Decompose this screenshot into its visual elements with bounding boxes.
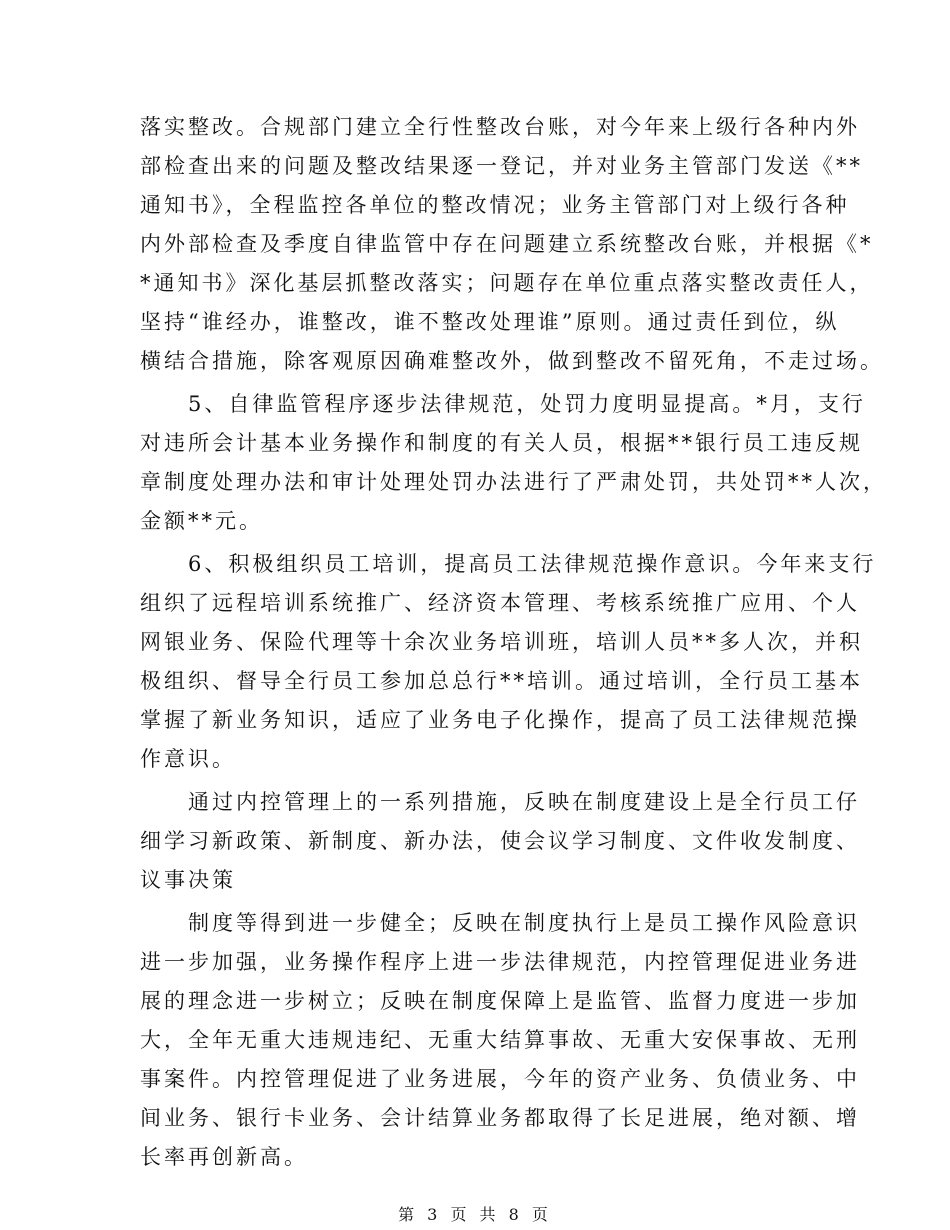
- text-line: 对违所会计基本业务操作和制度的有关人员，根据**银行员工违反规: [140, 431, 863, 455]
- paragraph-first-line: 5、自律监管程序逐步法律规范，处罚力度明显提高。*月，支行: [188, 392, 866, 416]
- text-line: 间业务、银行卡业务、会计结算业务都取得了长足进展，绝对额、增: [140, 1106, 860, 1130]
- text-line: 事案件。内控管理促进了业务进展，今年的资产业务、负债业务、中: [140, 1067, 860, 1091]
- text-line: 议事决策: [140, 868, 236, 892]
- text-line: 掌握了新业务知识，适应了业务电子化操作，提高了员工法律规范操: [140, 708, 860, 732]
- text-line: 金额**元。: [140, 509, 263, 533]
- text-line: 展的理念进一步树立；反映在制度保障上是监管、监督力度进一步加: [140, 989, 860, 1013]
- text-line: 横结合措施，除客观原因确难整改外，做到整改不留死角，不走过场。: [140, 349, 884, 373]
- paragraph-first-line: 通过内控管理上的一系列措施，反映在制度建设上是全行员工仔: [188, 790, 860, 814]
- paragraph-first-line: 6、积极组织员工培训，提高员工法律规范操作意识。今年来支行: [188, 552, 877, 576]
- text-line: 落实整改。合规部门建立全行性整改台账，对今年来上级行各种内外: [140, 115, 860, 139]
- text-line: 极组织、督导全行员工参加总总行**培训。通过培训，全行员工基本: [140, 669, 863, 693]
- text-line: 内外部检查及季度自律监管中存在问题建立系统整改台账，并根据《*: [140, 232, 874, 256]
- text-line: 坚持“谁经办，谁整改，谁不整改处理谁”原则。通过责任到位，纵: [140, 310, 840, 334]
- text-line: 网银业务、保险代理等十余次业务培训班，培训人员**多人次，并积: [140, 630, 863, 654]
- text-line: 细学习新政策、新制度、新办法，使会议学习制度、文件收发制度、: [140, 829, 860, 853]
- text-line: 长率再创新高。: [140, 1145, 308, 1169]
- text-line: *通知书》深化基层抓整改落实；问题存在单位重点落实整改责任人，: [140, 271, 874, 295]
- paragraph-first-line: 制度等得到进一步健全；反映在制度执行上是员工操作风险意识: [188, 911, 860, 935]
- text-line: 通知书》，全程监控各单位的整改情况；业务主管部门对上级行各种: [140, 193, 850, 217]
- text-line: 部检查出来的问题及整改结果逐一登记，并对业务主管部门发送《**: [140, 154, 863, 178]
- text-line: 章制度处理办法和审计处理处罚办法进行了严肃处罚，共处罚**人次，: [140, 470, 887, 494]
- text-line: 组织了远程培训系统推广、经济资本管理、考核系统推广应用、个人: [140, 591, 860, 615]
- text-line: 作意识。: [140, 747, 236, 771]
- page-number-footer: 第 3 页 共 8 页: [398, 1205, 552, 1224]
- text-line: 大，全年无重大违规违纪、无重大结算事故、无重大安保事故、无刑: [140, 1028, 860, 1052]
- text-line: 进一步加强，业务操作程序上进一步法律规范，内控管理促进业务进: [140, 950, 860, 974]
